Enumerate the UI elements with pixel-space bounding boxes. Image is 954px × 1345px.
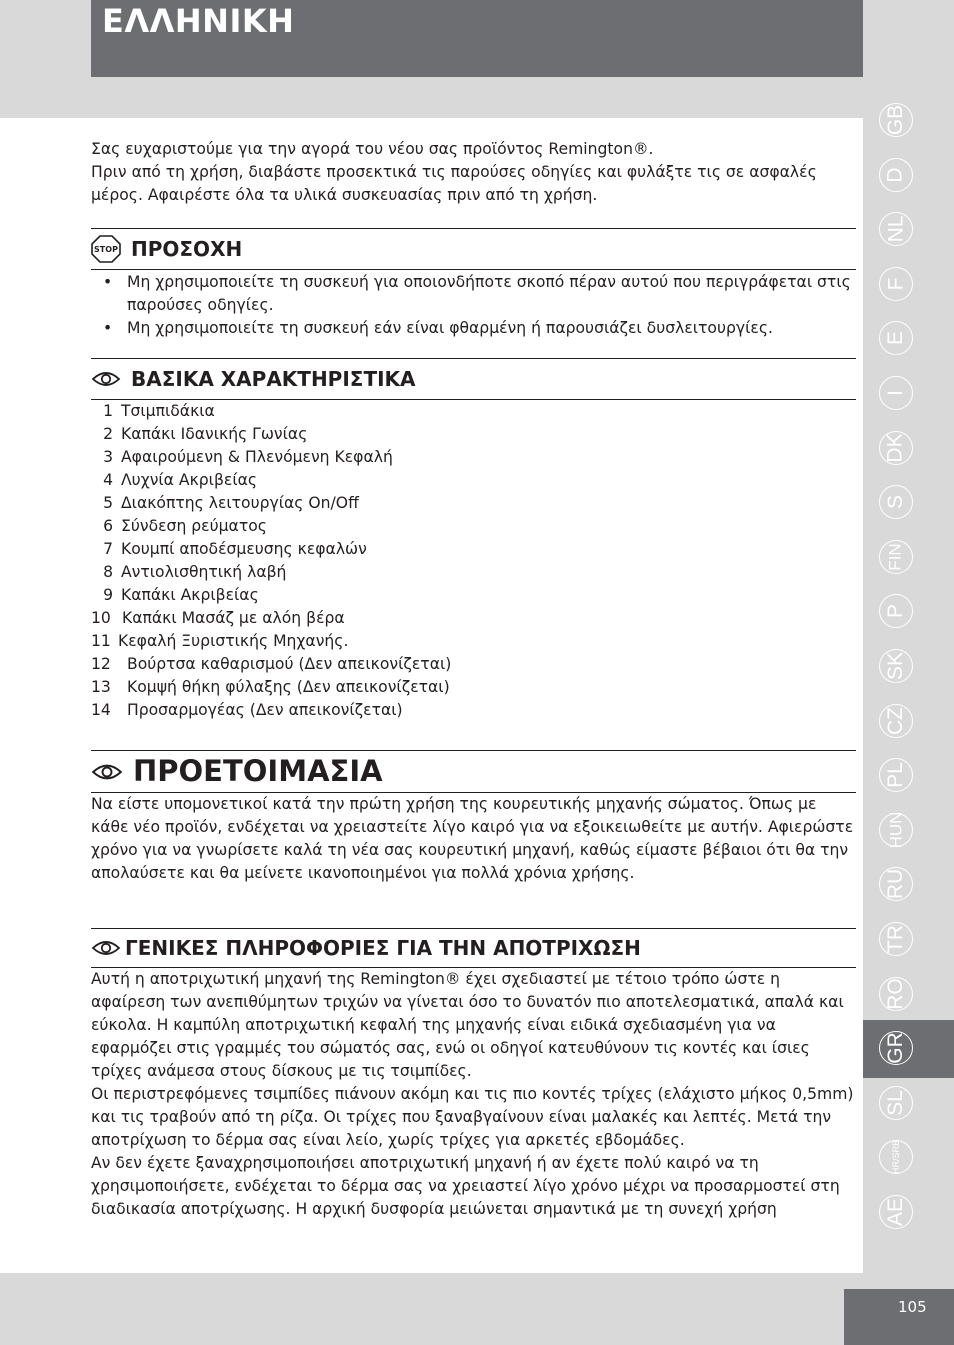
language-code: RU (884, 869, 907, 900)
list-item (91, 607, 856, 630)
list-item (91, 584, 856, 607)
language-code: P (883, 604, 907, 619)
list-item-number: 1 (103, 402, 113, 420)
stop-icon (91, 235, 121, 263)
language-circle (879, 977, 913, 1011)
epilation-heading (91, 928, 856, 968)
language-tab-sk (870, 640, 922, 692)
language-code: TR (884, 925, 907, 953)
list-item-text: Κομψή θήκη φύλαξης (Δεν απεικονίζεται) (127, 678, 450, 696)
language-code: S (883, 495, 907, 510)
list-item-number: 2 (103, 425, 113, 443)
language-circle (879, 867, 913, 901)
list-item (91, 515, 856, 538)
language-circle (879, 376, 913, 410)
language-tab-hun (870, 804, 922, 856)
language-code: RO (884, 977, 907, 1010)
language-code: GR (884, 1032, 907, 1064)
list-item-text: Κεφαλή Ξυριστικής Μηχανής. (118, 632, 349, 650)
language-tab-gr (870, 1022, 922, 1074)
intro-paragraph: Σας ευχαριστούμε για την αγορά του νέου σας προϊόντος Remington®. (91, 140, 654, 158)
preparation-heading (91, 750, 856, 793)
language-tab-hr-srb (870, 1131, 922, 1183)
language-tab-ae (870, 1186, 922, 1238)
list-item-text: Καπάκι Ακριβείας (121, 586, 259, 604)
eye-icon (91, 938, 121, 958)
language-code: NL (883, 215, 907, 243)
language-code: F (883, 277, 907, 291)
language-code: DK (884, 433, 907, 463)
language-tab-f (870, 258, 922, 310)
list-item-number: 13 (91, 678, 111, 696)
language-circle (879, 431, 913, 465)
language-tab-pl (870, 749, 922, 801)
list-item-number: 4 (103, 471, 113, 489)
language-circle (879, 758, 913, 792)
list-item-number: 8 (103, 563, 113, 581)
list-item (91, 446, 856, 469)
language-circle (879, 1031, 913, 1065)
language-tab-p (870, 585, 922, 637)
bottom-margin-band (338, 1273, 863, 1345)
features-heading (91, 358, 856, 400)
epilation-paragraph: Οι περιστρεφόμενες τσιμπίδες πιάνουν ακόμη και τις πιο κοντές τρίχες (ελάχιστο μήκος 0,5mm) και τις τραβούν από τη ρίζα. Οι τρίχες που ξαναβγαίνουν είναι μαλακές και λεπτές. Μετά την αποτρίχωση το δέρμα σας είναι λείο, χωρίς τρίχες για αρκετές εβδομάδες. (91, 1085, 854, 1149)
language-tab-gb (870, 94, 922, 146)
list-item (91, 538, 856, 561)
language-circle (879, 649, 913, 683)
list-item-number: 11 (91, 632, 111, 650)
stop-icon-text: STOP (94, 245, 118, 254)
list-item: • Μη χρησιμοποιείτε τη συσκευή για οποιονδήποτε σκοπό πέραν αυτού που περιγράφεται στις παρούσες οδηγίες. (91, 271, 856, 317)
eye-icon (91, 761, 123, 783)
preparation-title: ΠΡΟΕΤΟΙΜΑΣΙΑ (133, 754, 383, 788)
page-title: ΕΛΛΗΝΙΚΗ (102, 2, 295, 40)
list-item-number: 5 (103, 494, 113, 512)
language-circle (879, 485, 913, 519)
language-circle (879, 1086, 913, 1120)
list-item-number: 12 (91, 655, 111, 673)
list-item-text: Λυχνία Ακριβείας (121, 471, 258, 489)
list-item (91, 676, 856, 699)
features-list (91, 400, 856, 722)
list-item-number: 3 (103, 448, 113, 466)
language-tab-d (870, 149, 922, 201)
list-item (91, 469, 856, 492)
list-item-number: 7 (103, 540, 113, 558)
list-item (91, 630, 856, 653)
list-item-text: Αφαιρούμενη & Πλενόμενη Κεφαλή (121, 448, 393, 466)
list-item-text: Προσαρμογέας (Δεν απεικονίζεται) (127, 701, 403, 719)
list-item-number: 9 (103, 586, 113, 604)
list-item (91, 561, 856, 584)
list-item-text: Κουμπί αποδέσμευσης κεφαλών (121, 540, 367, 558)
language-circle (879, 103, 913, 137)
language-code: GB (884, 104, 907, 136)
epilation-section (91, 928, 856, 1221)
language-code: PL (884, 762, 907, 789)
list-item-text: Τσιμπιδάκια (121, 402, 215, 420)
preparation-paragraph: Να είστε υπομονετικοί κατά την πρώτη χρήση της κουρευτικής μηχανής σώματος. Όπως με κάθε νέο προϊόν, ενδέχεται να χρειαστείτε λίγο καιρό για να εξοικειωθείτε με αυτήν. Αφιερώστε χρόνο για να γνωρίσετε καλά τη νέα σας κουρευτική μηχανή, καθώς είμαστε βέβαιοι ότι θα την απολαύσετε και θα μείνετε ικανοποιημένοι για πολλά χρόνια χρήσης. (91, 795, 854, 882)
language-circle (879, 813, 913, 847)
language-code: CZ (884, 706, 907, 735)
language-code: AE (883, 1197, 907, 1227)
language-tab-tr (870, 913, 922, 965)
language-tab-dk (870, 422, 922, 474)
list-item: • Μη χρησιμοποιείτε τη συσκευή εάν είναι φθαρμένη ή παρουσιάζει δυσλειτουργίες. (91, 317, 856, 340)
main-content (91, 138, 856, 1221)
language-circle (879, 594, 913, 628)
eye-icon (91, 369, 121, 389)
epilation-paragraph: Αν δεν έχετε ξαναχρησιμοποιήσει αποτριχωτική μηχανή ή αν έχετε πολύ καιρό να τη χρησιμοποιήσετε, ενδέχεται το δέρμα σας να χρειαστεί λίγο χρόνο μέχρι να προσαρμοστεί στη διαδικασία αποτρίχωσης. Η αρχική δυσφορία μειώνεται σημαντικά με τη συνεχή χρήση (91, 1154, 840, 1218)
epilation-paragraph: Αυτή η αποτριχωτική μηχανή της Remington® έχει σχεδιαστεί με τέτοιο τρόπο ώστε η αφαίρεση των ανεπιθύμητων τριχών να γίνεται όσο το δυνατόν πιο αποτελεσματικά, απαλά και εύκολα. Η καμπύλη αποτριχωτική κεφαλή της μηχανής είναι ειδικά σχεδιασμένη για να εφαρμόζει στις γραμμές του σώματός σας, ενώ οι οδηγοί κατευθύνουν τις κοντές και ίσιες τρίχες ανάμεσα στους δίσκους με τις τσιμπίδες. (91, 970, 844, 1080)
language-tab-cz (870, 695, 922, 747)
preparation-section (91, 750, 856, 885)
language-code: HUN (886, 811, 905, 849)
language-tab-ru (870, 858, 922, 910)
language-code: SL (884, 1089, 907, 1116)
features-section (91, 358, 856, 722)
language-circle (879, 704, 913, 738)
language-circle (879, 1140, 913, 1174)
intro-paragraph: Πριν από τη χρήση, διαβάστε προσεκτικά τις παρούσες οδηγίες και φυλάξτε τις σε ασφαλές μέρος. Αφαιρέστε όλα τα υλικά συσκευασίας πριν από τη χρήση. (91, 163, 817, 204)
language-tab-s (870, 476, 922, 528)
language-code: HR/SRB (891, 1140, 902, 1175)
list-item-text: Αντιολισθητική λαβή (121, 563, 287, 581)
list-item (91, 653, 856, 676)
intro (91, 138, 856, 207)
list-item-number: 6 (103, 517, 113, 535)
language-circle (879, 1195, 913, 1229)
list-item (91, 400, 856, 423)
language-code: D (883, 167, 907, 183)
language-circle (879, 321, 913, 355)
language-tab-ro (870, 968, 922, 1020)
caution-title: ΠΡΟΣΟΧΗ (131, 236, 243, 261)
page-number: 105 (898, 1298, 927, 1316)
language-tab-nl (870, 203, 922, 255)
caution-list (91, 271, 856, 340)
list-item (91, 492, 856, 515)
list-item-number: 14 (91, 701, 111, 719)
language-tab-e (870, 312, 922, 364)
language-code: SK (883, 651, 907, 681)
language-tab-i (870, 367, 922, 419)
list-item (91, 423, 856, 446)
language-tab-fin (870, 531, 922, 583)
language-code: E (883, 331, 907, 346)
caution-section (91, 228, 856, 340)
features-title: ΒΑΣΙΚΑ ΧΑΡΑΚΤΗΡΙΣΤΙΚΑ (131, 366, 416, 391)
caution-heading (91, 228, 856, 270)
epilation-title: ΓΕΝΙΚΕΣ ΠΛΗΡΟΦΟΡΙΕΣ ΓΙΑ ΤΗΝ ΑΠΟΤΡΙΧΩΣΗ (125, 935, 641, 960)
language-code: I (884, 390, 907, 396)
language-code: FIN (885, 543, 905, 571)
language-circle (879, 540, 913, 574)
list-item-number: 10 (91, 609, 111, 627)
list-item (91, 699, 856, 722)
list-item-text: Σύνδεση ρεύματος (121, 517, 267, 535)
language-circle (879, 212, 913, 246)
list-item-text: Καπάκι Μασάζ με αλόη βέρα (122, 609, 345, 627)
language-tab-sl (870, 1077, 922, 1129)
list-item-text: Καπάκι Ιδανικής Γωνίας (121, 425, 308, 443)
list-item-text: Βούρτσα καθαρισμού (Δεν απεικονίζεται) (127, 655, 452, 673)
language-circle (879, 922, 913, 956)
language-circle (879, 158, 913, 192)
list-item-text: Διακόπτης λειτουργίας On/Off (121, 494, 359, 512)
language-circle (879, 267, 913, 301)
